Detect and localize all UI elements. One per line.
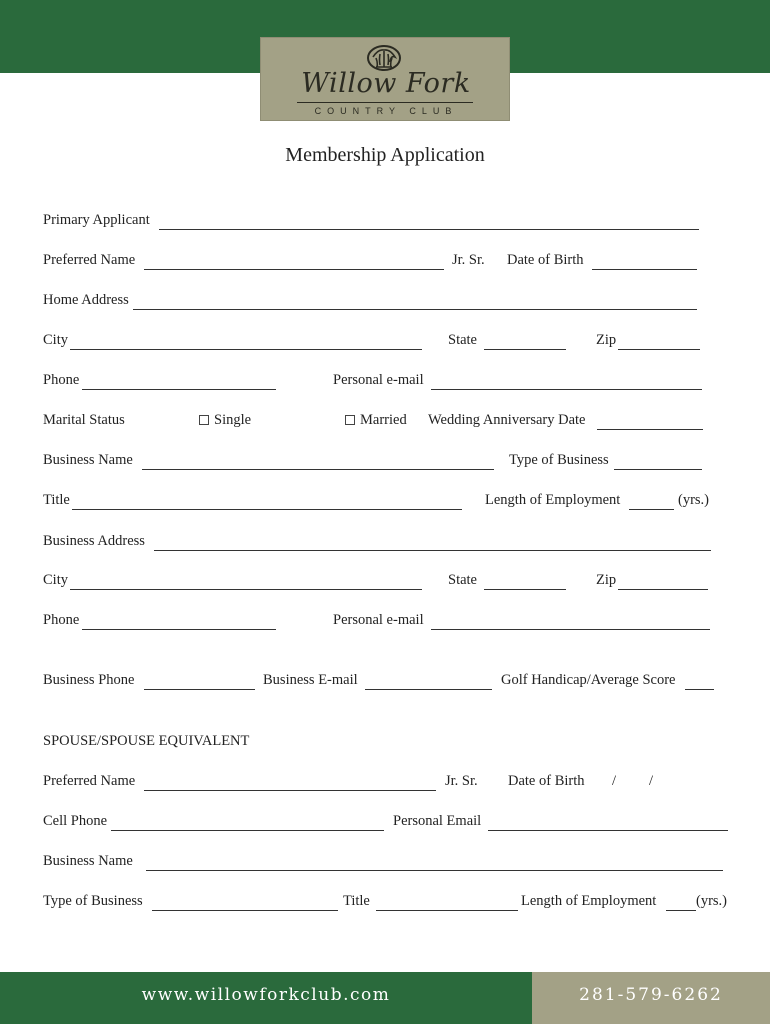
field-spouse-personal-email[interactable] (488, 830, 728, 831)
brand-script: Willow Fork (301, 68, 471, 99)
field-wedding-anniversary[interactable] (597, 429, 703, 430)
logo-divider (297, 102, 473, 103)
label-spouse-preferred-name: Preferred Name (43, 773, 136, 789)
label-city: City (43, 332, 68, 348)
label-title: Title (43, 492, 70, 508)
field-business-email[interactable] (365, 689, 492, 690)
brand-subtitle: COUNTRY CLUB (314, 106, 458, 116)
label-marital-status: Marital Status (43, 412, 125, 428)
row-business-name (0, 452, 770, 476)
row-title-employment (0, 492, 770, 516)
label-yrs: (yrs.) (678, 492, 710, 508)
label-spouse-title: Title (343, 893, 370, 909)
field-type-of-business[interactable] (614, 469, 702, 470)
field-spouse-preferred-name[interactable] (144, 790, 436, 791)
label-spouse-yrs: (yrs.) (696, 893, 728, 909)
field-primary-applicant[interactable] (159, 229, 699, 230)
row-primary-applicant (0, 212, 770, 236)
label-jr-sr[interactable]: Jr. Sr. (452, 252, 485, 268)
label-personal-email: Personal e-mail (333, 372, 424, 388)
field-business-city[interactable] (70, 589, 422, 590)
label-single: Single (214, 412, 252, 428)
option-single[interactable] (199, 412, 251, 429)
field-spouse-business-name[interactable] (146, 870, 723, 871)
field-golf-handicap[interactable] (685, 689, 714, 690)
dob-slash-2: / (649, 773, 654, 789)
field-phone-2[interactable] (82, 629, 276, 630)
field-business-zip[interactable] (618, 589, 708, 590)
single-checkbox[interactable] (199, 415, 209, 425)
label-personal-email-2: Personal e-mail (333, 612, 424, 628)
row-home-address (0, 292, 770, 316)
row-business-address (0, 533, 770, 557)
field-zip[interactable] (618, 349, 700, 350)
spouse-section-heading: SPOUSE/SPOUSE EQUIVALENT (43, 733, 250, 749)
label-business-zip: Zip (596, 572, 617, 588)
label-spouse-personal-email: Personal Email (393, 813, 482, 829)
row-spouse-heading (0, 733, 770, 757)
label-phone: Phone (43, 372, 80, 388)
field-spouse-length-of-employment[interactable] (666, 910, 696, 911)
married-checkbox[interactable] (345, 415, 355, 425)
row-business-contact-golf (0, 672, 770, 696)
row-spouse-business-name (0, 853, 770, 877)
label-business-name: Business Name (43, 452, 133, 468)
field-home-address[interactable] (133, 309, 697, 310)
field-spouse-title[interactable] (376, 910, 518, 911)
label-spouse-length-of-employment: Length of Employment (521, 893, 657, 909)
field-business-address[interactable] (154, 550, 711, 551)
field-spouse-cell-phone[interactable] (111, 830, 384, 831)
label-spouse-business-name: Business Name (43, 853, 133, 869)
label-spouse-jr-sr[interactable]: Jr. Sr. (445, 773, 478, 789)
footer-website-link[interactable]: www.willowforkclub.com (141, 985, 391, 1005)
label-spouse-cell-phone: Cell Phone (43, 813, 108, 829)
row-city-state-zip (0, 332, 770, 356)
label-business-city: City (43, 572, 68, 588)
field-spouse-type-of-business[interactable] (152, 910, 338, 911)
row-spouse-preferred-name (0, 773, 770, 797)
row-spouse-phone-email (0, 813, 770, 837)
field-business-phone[interactable] (144, 689, 255, 690)
footer-phone-number[interactable]: 281-579-6262 (579, 985, 723, 1005)
label-business-address: Business Address (43, 533, 145, 549)
label-phone-2: Phone (43, 612, 80, 628)
option-married[interactable] (345, 412, 407, 429)
field-length-of-employment[interactable] (629, 509, 674, 510)
label-spouse-date-of-birth: Date of Birth (508, 773, 585, 789)
field-personal-email[interactable] (431, 389, 702, 390)
dob-slash-1: / (612, 773, 617, 789)
label-primary-applicant: Primary Applicant (43, 212, 150, 228)
field-business-state[interactable] (484, 589, 566, 590)
row-preferred-name (0, 252, 770, 276)
label-preferred-name: Preferred Name (43, 252, 136, 268)
label-date-of-birth: Date of Birth (507, 252, 584, 268)
label-zip: Zip (596, 332, 617, 348)
row-phone-email (0, 372, 770, 396)
label-married: Married (360, 412, 407, 428)
field-personal-email-2[interactable] (431, 629, 710, 630)
row-business-city-state-zip (0, 572, 770, 596)
label-business-state: State (448, 572, 477, 588)
field-phone[interactable] (82, 389, 276, 390)
label-type-of-business: Type of Business (509, 452, 609, 468)
row-spouse-business-details (0, 893, 770, 917)
label-home-address: Home Address (43, 292, 129, 308)
label-wedding-anniversary: Wedding Anniversary Date (428, 412, 586, 428)
label-business-email: Business E-mail (263, 672, 358, 688)
row-marital-status (0, 412, 770, 436)
field-state[interactable] (484, 349, 566, 350)
field-city[interactable] (70, 349, 422, 350)
label-length-of-employment: Length of Employment (485, 492, 621, 508)
row-phone-email-2 (0, 612, 770, 636)
field-date-of-birth[interactable] (592, 269, 697, 270)
field-preferred-name[interactable] (144, 269, 444, 270)
field-title[interactable] (72, 509, 462, 510)
label-state: State (448, 332, 477, 348)
label-golf-handicap: Golf Handicap/Average Score (501, 672, 676, 688)
form-title: Membership Application (285, 144, 485, 166)
field-business-name[interactable] (142, 469, 494, 470)
label-business-phone: Business Phone (43, 672, 135, 688)
label-spouse-type-of-business: Type of Business (43, 893, 143, 909)
club-logo (260, 37, 510, 121)
